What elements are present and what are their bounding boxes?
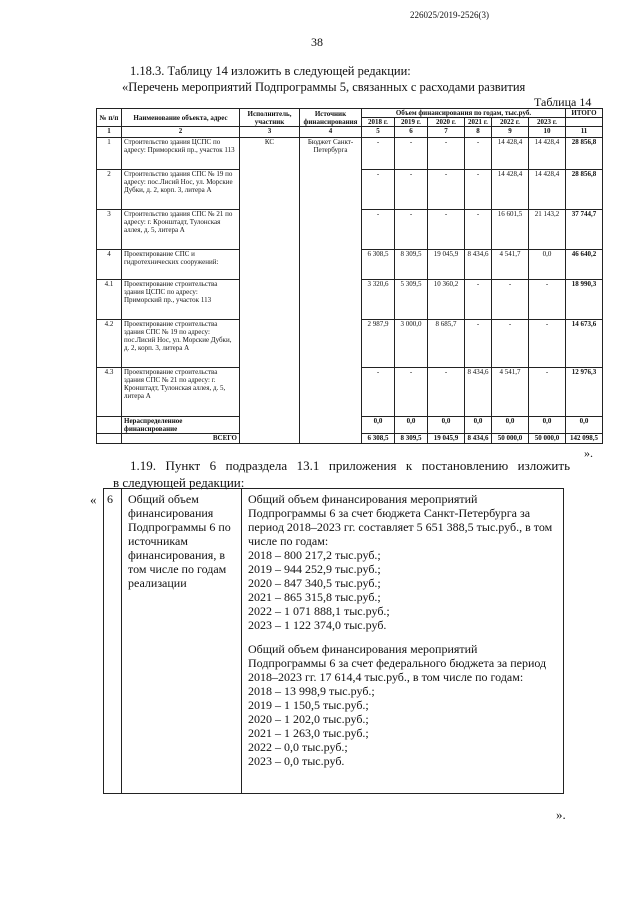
- row-num-blank: [97, 434, 122, 444]
- cell-total: 46 640,2: [566, 250, 603, 280]
- year-line: 2020 – 847 340,5 тыс.руб.;: [248, 576, 381, 590]
- cell-2022: 16 601,5: [492, 210, 529, 250]
- cell-2020: 19 045,9: [428, 434, 465, 444]
- item-number: 6: [104, 489, 122, 794]
- row-num: 3: [97, 210, 122, 250]
- header-num: № п/п: [97, 109, 122, 127]
- cell-total: 14 673,6: [566, 320, 603, 368]
- cell-2022: 14 428,4: [492, 170, 529, 210]
- table-title: «Перечень мероприятий Подпрограммы 5, связанных с расходами развития: [122, 80, 526, 94]
- year-line: 2023 – 1 122 374,0 тыс.руб.: [248, 618, 387, 632]
- cell-2020: 0,0: [428, 417, 465, 434]
- item-content: [242, 489, 564, 794]
- header-year: 2023 г.: [529, 118, 566, 127]
- column-number: 3: [240, 127, 300, 138]
- column-number: 11: [566, 127, 603, 138]
- header-name: Наименование объекта, адрес: [122, 109, 240, 127]
- header-total-blank: [566, 118, 603, 127]
- row-num: 4.1: [97, 280, 122, 320]
- column-number: 10: [529, 127, 566, 138]
- row-num: 2: [97, 170, 122, 210]
- cell-2021: -: [465, 138, 492, 170]
- cell-2023: -: [529, 280, 566, 320]
- cell-total: 28 856,8: [566, 138, 603, 170]
- header-year: 2019 г.: [395, 118, 428, 127]
- cell-2019: -: [395, 138, 428, 170]
- row-name: Проектирование строительства здания СПС № 21 по адресу: г. Кронштадт, Тулонская аллея, д. 5, литера А: [122, 368, 240, 417]
- paragraph-1-19: 1.19. Пункт 6 подраздела 13.1 приложения к постановлению изложить: [130, 458, 570, 473]
- year-line: 2018 – 13 998,9 тыс.руб.;: [248, 684, 375, 698]
- column-number: 9: [492, 127, 529, 138]
- cell-2021: -: [465, 210, 492, 250]
- cell-total: 18 990,3: [566, 280, 603, 320]
- cell-2023: 21 143,2: [529, 210, 566, 250]
- cell-2022: -: [492, 320, 529, 368]
- header-year: 2021 г.: [465, 118, 492, 127]
- cell-2023: -: [529, 368, 566, 417]
- year-line: 2022 – 0,0 тыс.руб.;: [248, 740, 348, 754]
- cell-2018: 6 308,5: [362, 434, 395, 444]
- cell-total: 0,0: [566, 417, 603, 434]
- year-line: 2020 – 1 202,0 тыс.руб.;: [248, 712, 369, 726]
- cell-2019: 5 309,5: [395, 280, 428, 320]
- federal-intro: Общий объем финансирования мероприятий Подпрограммы 6 за счет федерального бюджета за период 2018–2023 гг. 17 614,4 тыс.руб., в том числе по годам:: [248, 642, 547, 684]
- row-name: Проектирование строительства здания СПС № 19 по адресу: пос.Лисий Нос, ул. Морские Дубки, д. 2, корп. 3, литера А: [122, 320, 240, 368]
- cell-2021: 8 434,6: [465, 434, 492, 444]
- cell-2020: 10 360,2: [428, 280, 465, 320]
- header-source: Источник финансирования: [300, 109, 362, 127]
- cell-2022: 4 541,7: [492, 250, 529, 280]
- cell-2019: -: [395, 210, 428, 250]
- header-volume: Объем финансирования по годам, тыс.руб.: [362, 109, 566, 118]
- cell-2021: 8 434,6: [465, 250, 492, 280]
- header-year: 2022 г.: [492, 118, 529, 127]
- cell-2021: 0,0: [465, 417, 492, 434]
- cell-2018: -: [362, 210, 395, 250]
- cell-total: 142 098,5: [566, 434, 603, 444]
- cell-2022: -: [492, 280, 529, 320]
- cell-2018: 3 320,6: [362, 280, 395, 320]
- header-total: ИТОГО: [566, 109, 603, 118]
- row-num: 1: [97, 138, 122, 170]
- end-quote: ».: [584, 446, 593, 460]
- column-number: 8: [465, 127, 492, 138]
- cell-2018: -: [362, 138, 395, 170]
- header-executor: Исполнитель, участник: [240, 109, 300, 127]
- cell-2018: 6 308,5: [362, 250, 395, 280]
- year-line: 2019 – 1 150,5 тыс.руб.;: [248, 698, 369, 712]
- cell-2018: -: [362, 368, 395, 417]
- row-name: Строительство здания СПС № 21 по адресу: г. Кронштадт, Тулонская аллея, д. 5, литера А: [122, 210, 240, 250]
- row-name: Строительство здания СПС № 19 по адресу: пос.Лисий Нос, ул. Морские Дубки, д. 2, корп. 3, литера А: [122, 170, 240, 210]
- row-num: 4.2: [97, 320, 122, 368]
- cell-2021: 8 434,6: [465, 368, 492, 417]
- cell-2023: 14 428,4: [529, 138, 566, 170]
- header-year: 2018 г.: [362, 118, 395, 127]
- header-year: 2020 г.: [428, 118, 465, 127]
- cell-2020: -: [428, 170, 465, 210]
- cell-2019: -: [395, 368, 428, 417]
- federal-budget-block: [248, 642, 557, 768]
- executor-cell: КС: [240, 138, 300, 444]
- unallocated-label: Нераспределенное финансирование: [122, 417, 240, 434]
- column-numbers-row: [97, 127, 603, 138]
- column-number: 1: [97, 127, 122, 138]
- cell-2023: 0,0: [529, 417, 566, 434]
- cell-2022: 50 000,0: [492, 434, 529, 444]
- cell-total: 37 744,7: [566, 210, 603, 250]
- paragraph-1-19-cont: в следующей редакции:: [113, 475, 245, 490]
- cell-total: 12 976,3: [566, 368, 603, 417]
- cell-2019: 3 000,0: [395, 320, 428, 368]
- year-line: 2018 – 800 217,2 тыс.руб.;: [248, 548, 381, 562]
- regional-budget-block: [248, 492, 557, 632]
- cell-2023: -: [529, 320, 566, 368]
- table-caption: Таблица 14: [534, 95, 592, 109]
- cell-2023: 0,0: [529, 250, 566, 280]
- cell-2023: 50 000,0: [529, 434, 566, 444]
- cell-2019: 0,0: [395, 417, 428, 434]
- financing-table: [103, 488, 564, 794]
- year-line: 2022 – 1 071 888,1 тыс.руб.;: [248, 604, 390, 618]
- row-num-blank: [97, 417, 122, 434]
- table-header-row: [97, 109, 603, 118]
- cell-2019: -: [395, 170, 428, 210]
- row-name: Строительство здания ЦСПС по адресу: Приморский пр., участок 113: [122, 138, 240, 170]
- column-number: 2: [122, 127, 240, 138]
- cell-2022: 0,0: [492, 417, 529, 434]
- table-row: [104, 489, 564, 794]
- cell-2020: -: [428, 210, 465, 250]
- page-number: 38: [311, 35, 323, 49]
- regional-intro: Общий объем финансирования мероприятий Подпрограммы 6 за счет бюджета Санкт-Петербурга за период 2018–2023 гг. составляет 5 651 388,5 тыс.руб., в том числе по годам:: [248, 492, 553, 548]
- document-number: 226025/2019-2526(3): [410, 10, 489, 20]
- column-number: 7: [428, 127, 465, 138]
- year-line: 2021 – 1 263,0 тыс.руб.;: [248, 726, 369, 740]
- row-num: 4: [97, 250, 122, 280]
- cell-2019: 8 309,5: [395, 250, 428, 280]
- row-name: Проектирование строительства здания ЦСПС по адресу: Приморский пр., участок 113: [122, 280, 240, 320]
- cell-2023: 14 428,4: [529, 170, 566, 210]
- column-number: 5: [362, 127, 395, 138]
- totals-label: ВСЕГО: [122, 434, 240, 444]
- cell-2020: 19 045,9: [428, 250, 465, 280]
- open-quote: «: [90, 492, 97, 507]
- cell-2019: 8 309,5: [395, 434, 428, 444]
- row-name: Проектирование СПС и гидротехнических сооружений:: [122, 250, 240, 280]
- table-row: [97, 138, 603, 170]
- column-number: 4: [300, 127, 362, 138]
- cell-2020: 8 685,7: [428, 320, 465, 368]
- cell-2021: -: [465, 280, 492, 320]
- source-cell: Бюджет Санкт-Петербурга: [300, 138, 362, 444]
- cell-2020: -: [428, 368, 465, 417]
- cell-2018: 2 987,9: [362, 320, 395, 368]
- year-line: 2023 – 0,0 тыс.руб.: [248, 754, 345, 768]
- table-14: [96, 108, 603, 444]
- year-line: 2019 – 944 252,9 тыс.руб.;: [248, 562, 381, 576]
- cell-2021: -: [465, 170, 492, 210]
- row-num: 4.3: [97, 368, 122, 417]
- column-number: 6: [395, 127, 428, 138]
- item-description: Общий объем финансирования Подпрограммы 6 по источникам финансирования, в том числе по годам реализации: [122, 489, 242, 794]
- cell-2020: -: [428, 138, 465, 170]
- cell-2021: -: [465, 320, 492, 368]
- cell-2018: 0,0: [362, 417, 395, 434]
- cell-2022: 4 541,7: [492, 368, 529, 417]
- end-quote: ».: [556, 807, 566, 822]
- cell-total: 28 856,8: [566, 170, 603, 210]
- cell-2022: 14 428,4: [492, 138, 529, 170]
- year-line: 2021 – 865 315,8 тыс.руб.;: [248, 590, 381, 604]
- table-body: [97, 138, 603, 444]
- section-heading: 1.18.3. Таблицу 14 изложить в следующей редакции:: [130, 64, 411, 78]
- cell-2018: -: [362, 170, 395, 210]
